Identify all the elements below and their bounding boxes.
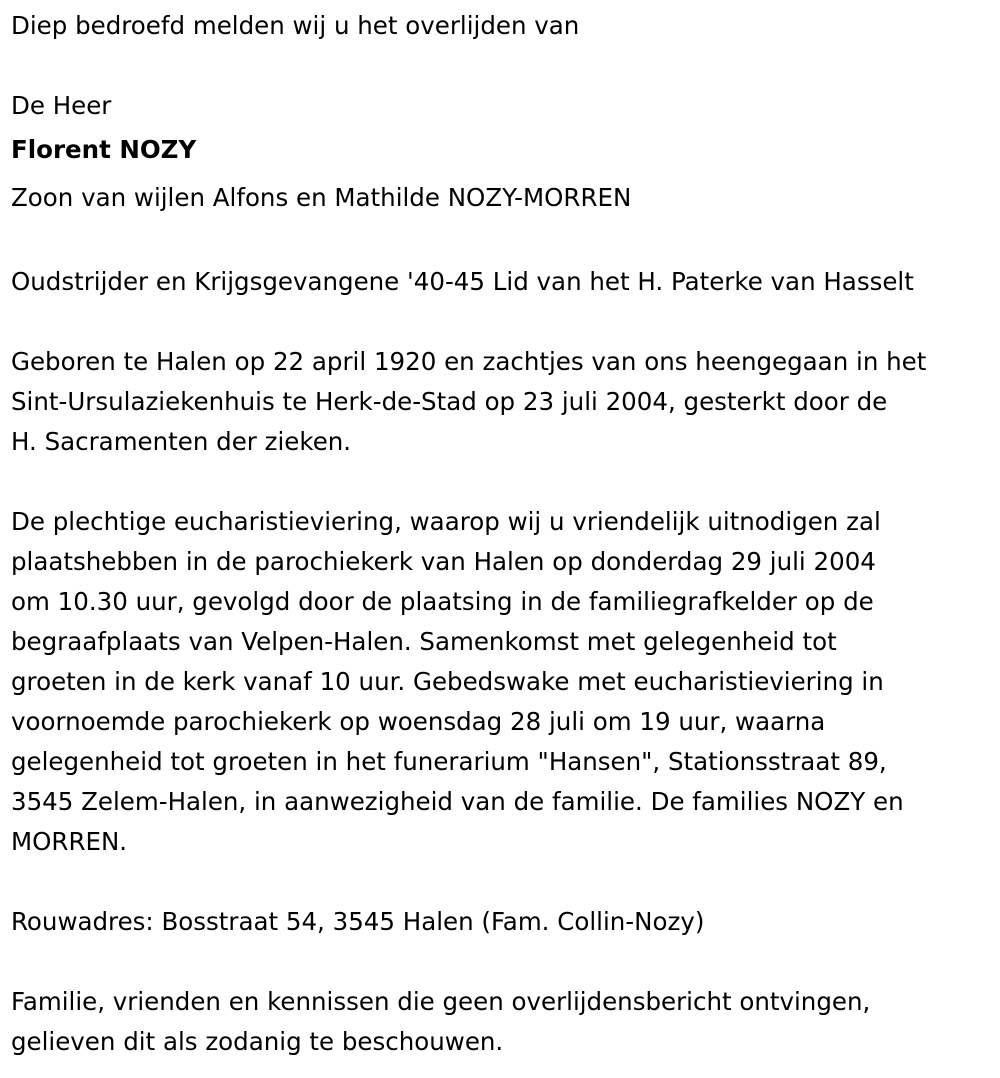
spacer [11, 46, 985, 86]
paragraph-line: om 10.30 uur, gevolgd door de plaatsing in de familiegrafkelder op de [11, 587, 874, 616]
paragraph-line: plaatshebben in de parochiekerk van Halen op donderdag 29 juli 2004 [11, 547, 876, 576]
spacer [11, 862, 985, 902]
paragraph-line: Sint-Ursulaziekenhuis te Herk-de-Stad op 23 juli 2004, gesterkt door de [11, 387, 888, 416]
paragraph-line: Geboren te Halen op 22 april 1920 en zachtjes van ons heengegaan in het [11, 347, 927, 376]
spacer [11, 462, 985, 502]
closing-paragraph [11, 982, 985, 1062]
paragraph-line: 3545 Zelem-Halen, in aanwezigheid van de familie. De families NOZY en [11, 787, 904, 816]
paragraph-line: De plechtige eucharistieviering, waarop wij u vriendelijk uitnodigen zal [11, 507, 881, 536]
paragraph-line: H. Sacramenten der zieken. [11, 427, 352, 456]
paragraph-line: Familie, vrienden en kennissen die geen overlijdensbericht ontvingen, [11, 987, 871, 1016]
paragraph-line: gelegenheid tot groeten in het funerarium "Hansen", Stationsstraat 89, [11, 747, 887, 776]
paragraph-line: gelieven dit als zodanig te beschouwen. [11, 1027, 504, 1056]
title-text: De Heer [11, 91, 112, 120]
paragraph-line: MORREN. [11, 827, 128, 856]
intro-text: Diep bedroefd melden wij u het overlijden van [11, 11, 580, 40]
parents-text: Zoon van wijlen Alfons en Mathilde NOZY-MORREN [11, 183, 632, 212]
ceremony-paragraph [11, 502, 985, 862]
affiliation-text: Oudstrijder en Krijgsgevangene '40-45 Lid van het H. Paterke van Hasselt [11, 267, 914, 296]
paragraph-line: voornoemde parochiekerk op woensdag 28 juli om 19 uur, waarna [11, 707, 826, 736]
spacer [11, 222, 985, 262]
mourning-address: Rouwadres: Bosstraat 54, 3545 Halen (Fam. Collin-Nozy) [11, 907, 705, 936]
paragraph-line: begraafplaats van Velpen-Halen. Samenkomst met gelegenheid tot [11, 627, 837, 656]
paragraph-line: groeten in de kerk vanaf 10 uur. Gebedswake met eucharistieviering in [11, 667, 884, 696]
spacer [11, 942, 985, 982]
deceased-name: Florent NOZY [11, 135, 197, 164]
spacer [11, 302, 985, 342]
birth-death-paragraph [11, 342, 985, 462]
